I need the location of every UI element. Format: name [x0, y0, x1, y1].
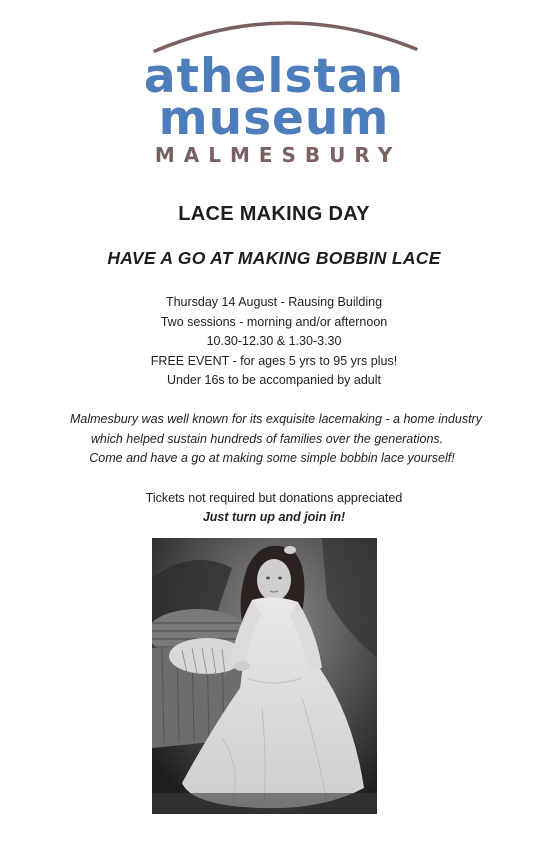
event-details	[0, 293, 548, 391]
detail-free-event: FREE EVENT - for ages 5 yrs to 95 yrs plus!	[150, 353, 398, 368]
photo-illustration	[152, 538, 377, 814]
call-to-action: Just turn up and join in!	[202, 510, 346, 524]
historic-photo-girl-lacemaking	[152, 538, 377, 814]
tickets-info	[0, 489, 548, 527]
description-line: Come and have a go at making some simple bobbin lace yourself!	[89, 451, 455, 465]
detail-sessions: Two sessions - morning and/or afternoon	[160, 314, 388, 329]
event-description	[0, 410, 548, 469]
logo-line-museum: museum	[158, 91, 390, 146]
logo-line-malmesbury: MALMESBURY	[154, 143, 402, 167]
tickets-note: Tickets not required but donations appreciated	[145, 491, 403, 505]
detail-under-16s: Under 16s to be accompanied by adult	[166, 373, 382, 387]
detail-date-location: Thursday 14 August - Rausing Building	[165, 295, 383, 309]
logo-line-athelstan: athelstan	[143, 49, 405, 104]
description-line: Malmesbury was well known for its exquisite lacemaking - a home industry	[70, 412, 482, 426]
detail-times: 10.30-12.30 & 1.30-3.30	[206, 334, 342, 348]
museum-logo	[0, 0, 548, 175]
event-subtitle: HAVE A GO AT MAKING BOBBIN LACE	[107, 248, 441, 268]
event-title: LACE MAKING DAY	[178, 203, 370, 225]
description-line: which helped sustain hundreds of families over the generations.	[90, 431, 444, 446]
